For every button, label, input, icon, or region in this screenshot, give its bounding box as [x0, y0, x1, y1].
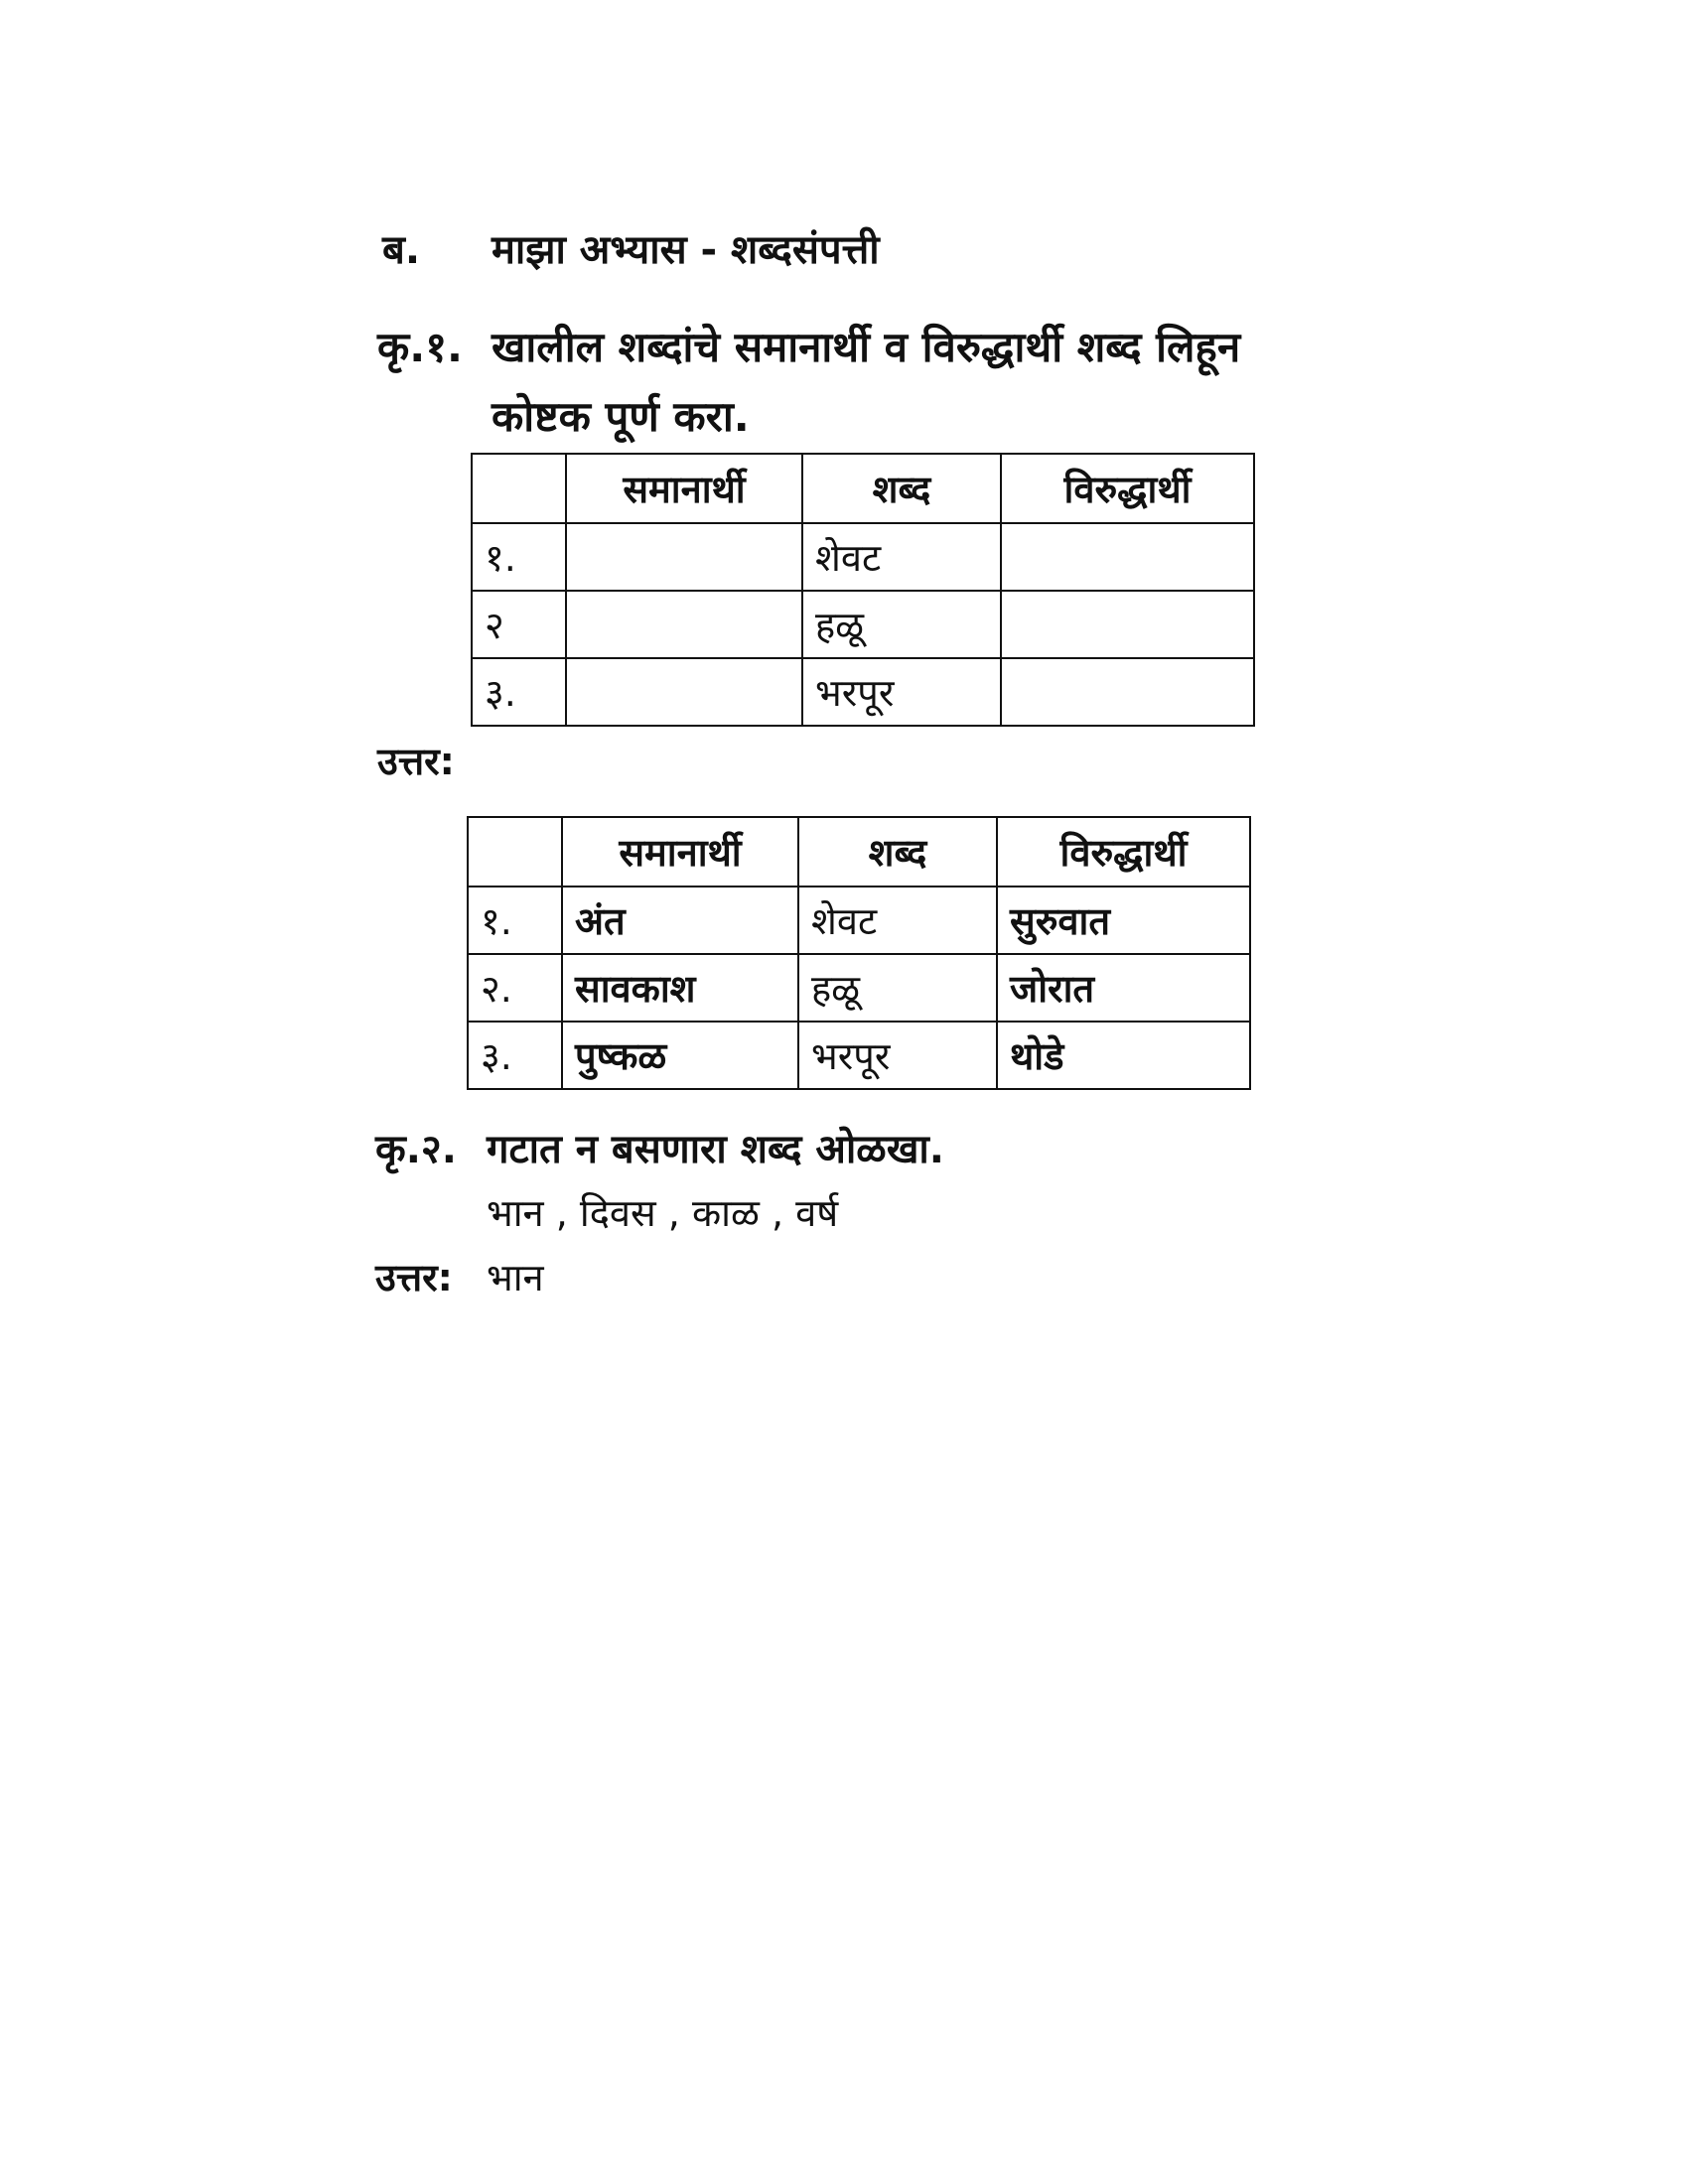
antonym-cell	[1001, 523, 1254, 591]
section-marker: ब.	[382, 227, 421, 273]
row-number: ३.	[468, 1022, 562, 1089]
header-antonym: विरुद्धार्थी	[1001, 454, 1254, 523]
table-row	[468, 954, 1250, 1022]
word-cell: भरपूर	[798, 1022, 997, 1089]
question-1-text-line-2: कोष्टक पूर्ण करा.	[492, 392, 750, 441]
row-number: १.	[472, 523, 566, 591]
antonym-cell: जोरात	[997, 954, 1250, 1022]
row-number: २.	[468, 954, 562, 1022]
header-synonym: समानार्थी	[566, 454, 802, 523]
synonym-cell: सावकाश	[562, 954, 798, 1022]
table-row	[472, 523, 1254, 591]
answer-2-value: भान	[487, 1256, 544, 1299]
word-cell: शेवट	[802, 523, 1001, 591]
word-cell: हळू	[798, 954, 997, 1022]
antonym-cell	[1001, 658, 1254, 726]
row-number: ३.	[472, 658, 566, 726]
question-1-text-line-1: खालील शब्दांचे समानार्थी व विरुद्धार्थी शब्द लिहून	[492, 323, 1241, 371]
synonym-cell: पुष्कळ	[562, 1022, 798, 1089]
header-word: शब्द	[802, 454, 1001, 523]
synonym-cell	[566, 658, 802, 726]
answer-1-label: उत्तर:	[377, 740, 455, 783]
word-cell: भरपूर	[802, 658, 1001, 726]
question-1-table	[471, 453, 1255, 727]
table-row	[472, 658, 1254, 726]
question-2-label: कृ.२.	[375, 1127, 457, 1172]
question-2-options: भान , दिवस , काळ , वर्ष	[487, 1191, 839, 1235]
header-number	[472, 454, 566, 523]
header-number	[468, 817, 562, 887]
header-synonym: समानार्थी	[562, 817, 798, 887]
table-header-row	[472, 454, 1254, 523]
synonym-cell	[566, 591, 802, 658]
question-1-label: कृ.१.	[377, 323, 464, 371]
answer-2-label: उत्तर:	[375, 1256, 453, 1299]
synonym-cell	[566, 523, 802, 591]
section-title: माझा अभ्यास - शब्दसंपत्ती	[492, 227, 880, 273]
synonym-cell: अंत	[562, 887, 798, 954]
table-row	[468, 1022, 1250, 1089]
antonym-cell	[1001, 591, 1254, 658]
word-cell: हळू	[802, 591, 1001, 658]
row-number: २	[472, 591, 566, 658]
word-cell: शेवट	[798, 887, 997, 954]
table-header-row	[468, 817, 1250, 887]
antonym-cell: थोडे	[997, 1022, 1250, 1089]
header-word: शब्द	[798, 817, 997, 887]
row-number: १.	[468, 887, 562, 954]
answer-1-table	[467, 816, 1251, 1090]
header-antonym: विरुद्धार्थी	[997, 817, 1250, 887]
table-row	[468, 887, 1250, 954]
table-row	[472, 591, 1254, 658]
antonym-cell: सुरुवात	[997, 887, 1250, 954]
question-2-text: गटात न बसणारा शब्द ओळखा.	[487, 1127, 944, 1172]
